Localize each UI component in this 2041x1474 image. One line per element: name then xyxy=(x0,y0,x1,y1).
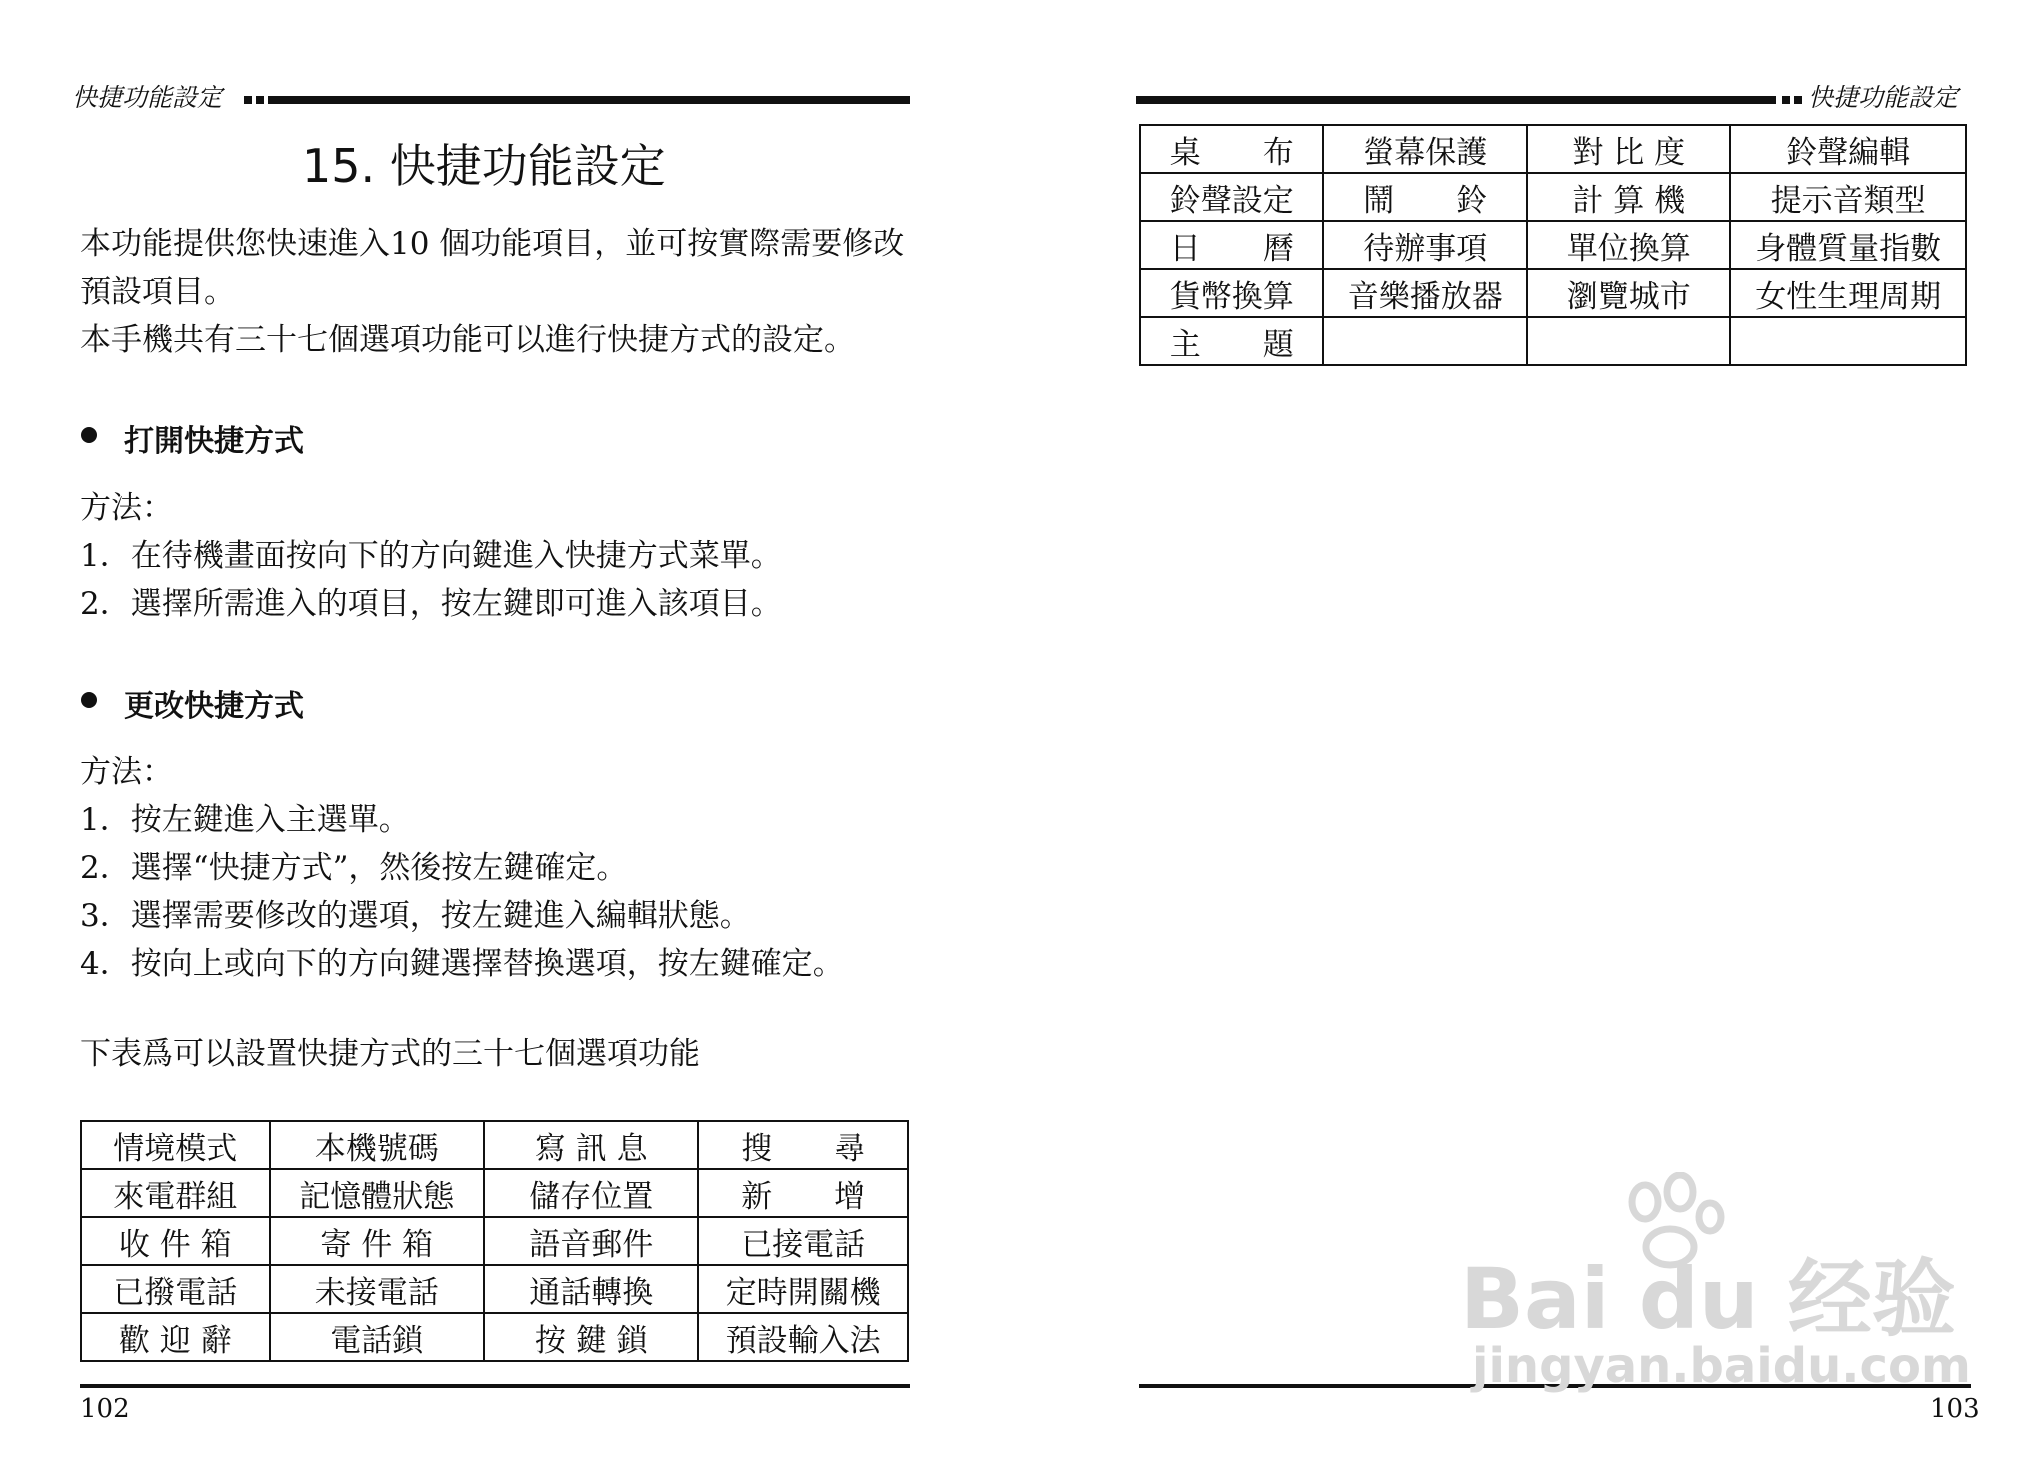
table-cell xyxy=(1323,317,1527,365)
table-cell: 語音郵件 xyxy=(484,1217,698,1265)
table-cell: 貨幣換算 xyxy=(1140,269,1323,317)
intro-line: 本功能提供您快速進入10 個功能項目，並可按實際需要修改 xyxy=(80,226,905,262)
table-cell: 歡 迎 辭 xyxy=(81,1313,270,1361)
left-options-table xyxy=(80,1120,909,1362)
header-square-marker xyxy=(256,96,264,104)
table-cell: 女性生理周期 xyxy=(1730,269,1966,317)
step-item: 2．選擇所需進入的項目，按左鍵即可進入該項目。 xyxy=(80,586,782,622)
table-cell: 已撥電話 xyxy=(81,1265,270,1313)
right-running-header: 快捷功能設定 xyxy=(1808,83,1959,112)
table-cell: 日 曆 xyxy=(1140,221,1323,269)
table-cell: 未接電話 xyxy=(270,1265,485,1313)
page-number-left: 102 xyxy=(80,1394,130,1424)
table-cell: 鈴聲設定 xyxy=(1140,173,1323,221)
table-cell xyxy=(1730,317,1966,365)
left-header-rule xyxy=(268,96,910,104)
table-cell: 收 件 箱 xyxy=(81,1217,270,1265)
table-caption: 下表爲可以設置快捷方式的三十七個選項功能 xyxy=(80,1036,700,1072)
table-row xyxy=(1140,317,1966,365)
section-heading-change-shortcut: 更改快捷方式 xyxy=(124,689,304,724)
section-heading-open-shortcut: 打開快捷方式 xyxy=(124,424,304,459)
page-title: 15. 快捷功能設定 xyxy=(302,139,666,193)
step-item: 4．按向上或向下的方向鍵選擇替換選項，按左鍵確定。 xyxy=(80,946,844,982)
right-header-rule xyxy=(1136,96,1776,104)
intro-line: 預設項目。 xyxy=(80,274,235,310)
header-square-marker xyxy=(1794,96,1802,104)
method-label: 方法： xyxy=(80,490,173,526)
table-cell: 搜 尋 xyxy=(698,1121,908,1169)
table-row xyxy=(1140,221,1966,269)
table-cell: 桌 布 xyxy=(1140,125,1323,173)
table-row xyxy=(81,1169,908,1217)
table-cell: 鬧 鈴 xyxy=(1323,173,1527,221)
table-row xyxy=(81,1313,908,1361)
table-cell: 寫 訊 息 xyxy=(484,1121,698,1169)
intro-line: 本手機共有三十七個選項功能可以進行快捷方式的設定。 xyxy=(80,322,855,358)
step-item: 1．在待機畫面按向下的方向鍵進入快捷方式菜單。 xyxy=(80,538,782,574)
table-row xyxy=(81,1265,908,1313)
table-cell: 電話鎖 xyxy=(270,1313,485,1361)
table-row xyxy=(81,1121,908,1169)
left-footer-rule xyxy=(80,1384,910,1388)
table-cell: 計 算 機 xyxy=(1527,173,1730,221)
table-cell: 本機號碼 xyxy=(270,1121,485,1169)
table-row xyxy=(1140,269,1966,317)
table-cell: 新 增 xyxy=(698,1169,908,1217)
table-row xyxy=(1140,125,1966,173)
right-options-table xyxy=(1139,124,1967,366)
bullet-icon xyxy=(81,427,97,443)
table-row xyxy=(81,1217,908,1265)
table-cell: 對 比 度 xyxy=(1527,125,1730,173)
table-cell: 提示音類型 xyxy=(1730,173,1966,221)
page-number-right: 103 xyxy=(1930,1394,1980,1424)
step-item: 2．選擇“快捷方式”，然後按左鍵確定。 xyxy=(80,850,628,886)
table-cell: 待辦事項 xyxy=(1323,221,1527,269)
watermark-url: jingyan.baidu.com xyxy=(1472,1338,1971,1394)
table-cell: 身體質量指數 xyxy=(1730,221,1966,269)
table-cell: 情境模式 xyxy=(81,1121,270,1169)
watermark-brand: Bai du 经验 xyxy=(1460,1250,1956,1348)
table-cell xyxy=(1527,317,1730,365)
table-cell: 按 鍵 鎖 xyxy=(484,1313,698,1361)
step-item: 1．按左鍵進入主選單。 xyxy=(80,802,410,838)
table-cell: 記憶體狀態 xyxy=(270,1169,485,1217)
table-cell: 通話轉換 xyxy=(484,1265,698,1313)
step-item: 3．選擇需要修改的選項，按左鍵進入編輯狀態。 xyxy=(80,898,751,934)
table-cell: 音樂播放器 xyxy=(1323,269,1527,317)
method-label: 方法： xyxy=(80,754,173,790)
table-cell: 已接電話 xyxy=(698,1217,908,1265)
table-cell: 鈴聲編輯 xyxy=(1730,125,1966,173)
table-cell: 定時開關機 xyxy=(698,1265,908,1313)
table-cell: 單位換算 xyxy=(1527,221,1730,269)
header-square-marker xyxy=(244,96,252,104)
table-cell: 螢幕保護 xyxy=(1323,125,1527,173)
table-cell: 來電群組 xyxy=(81,1169,270,1217)
table-cell: 寄 件 箱 xyxy=(270,1217,485,1265)
table-row xyxy=(1140,173,1966,221)
bullet-icon xyxy=(81,692,97,708)
table-cell: 瀏覽城市 xyxy=(1527,269,1730,317)
table-cell: 預設輸入法 xyxy=(698,1313,908,1361)
header-square-marker xyxy=(1782,96,1790,104)
table-cell: 主 題 xyxy=(1140,317,1323,365)
table-cell: 儲存位置 xyxy=(484,1169,698,1217)
left-running-header: 快捷功能設定 xyxy=(72,83,223,112)
